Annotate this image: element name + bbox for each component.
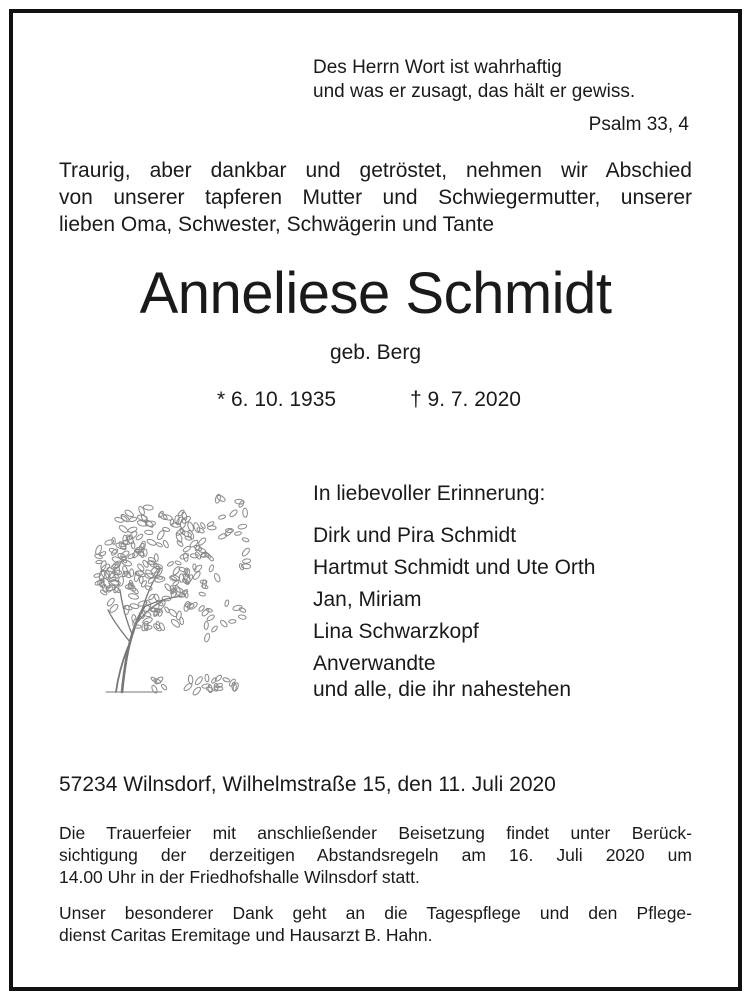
intro-text bbox=[59, 157, 692, 238]
mourners-heading: In liebevoller Erinnerung: bbox=[313, 482, 546, 505]
mourner-1: Dirk und Pira Schmidt bbox=[313, 524, 517, 547]
psalm-quote bbox=[313, 56, 635, 104]
funeral-line-1: Die Trauerfeier mit anschließender Beisetzung findet unter Berück- bbox=[59, 823, 692, 843]
deceased-name: Anneliese Schmidt bbox=[139, 261, 612, 326]
mourner-3: Jan, Miriam bbox=[313, 588, 422, 611]
mourner-6: und alle, die ihr nahestehen bbox=[313, 678, 572, 701]
psalm-reference: Psalm 33, 4 bbox=[588, 114, 689, 135]
mourner-2: Hartmut Schmidt und Ute Orth bbox=[313, 556, 596, 579]
thanks-note bbox=[59, 902, 692, 946]
funeral-line-2: sichtigung der derzeitigen Abstandsregeln am 16. Juli 2020 um bbox=[59, 845, 692, 865]
funeral-notice bbox=[59, 822, 692, 888]
intro-line-3: lieben Oma, Schwester, Schwägerin und Tante bbox=[59, 213, 495, 236]
birth-date: * 6. 10. 1935 bbox=[217, 388, 337, 411]
thanks-line-2: dienst Caritas Eremitage und Hausarzt B. Hahn. bbox=[59, 925, 433, 945]
psalm-line-1: Des Herrn Wort ist wahrhaftig bbox=[313, 57, 562, 78]
mourner-5: Anverwandte bbox=[313, 652, 436, 675]
psalm-line-2: und was er zusagt, das hält er gewiss. bbox=[313, 81, 636, 102]
maiden-name: geb. Berg bbox=[329, 341, 422, 364]
place-date: 57234 Wilnsdorf, Wilhelmstraße 15, den 11. Juli 2020 bbox=[59, 773, 556, 796]
death-date: † 9. 7. 2020 bbox=[410, 388, 521, 411]
intro-line-1: Traurig, aber dankbar und getröstet, nehmen wir Abschied bbox=[59, 159, 692, 182]
intro-line-2: von unserer tapferen Mutter und Schwiegermutter, unserer bbox=[59, 186, 692, 209]
funeral-line-3: 14.00 Uhr in der Friedhofshalle Wilnsdorf statt. bbox=[59, 867, 420, 887]
mourner-4: Lina Schwarzkopf bbox=[313, 620, 479, 643]
thanks-line-1: Unser besonderer Dank geht an die Tagespflege und den Pflege- bbox=[59, 903, 692, 923]
windblown-tree-icon bbox=[92, 482, 252, 702]
